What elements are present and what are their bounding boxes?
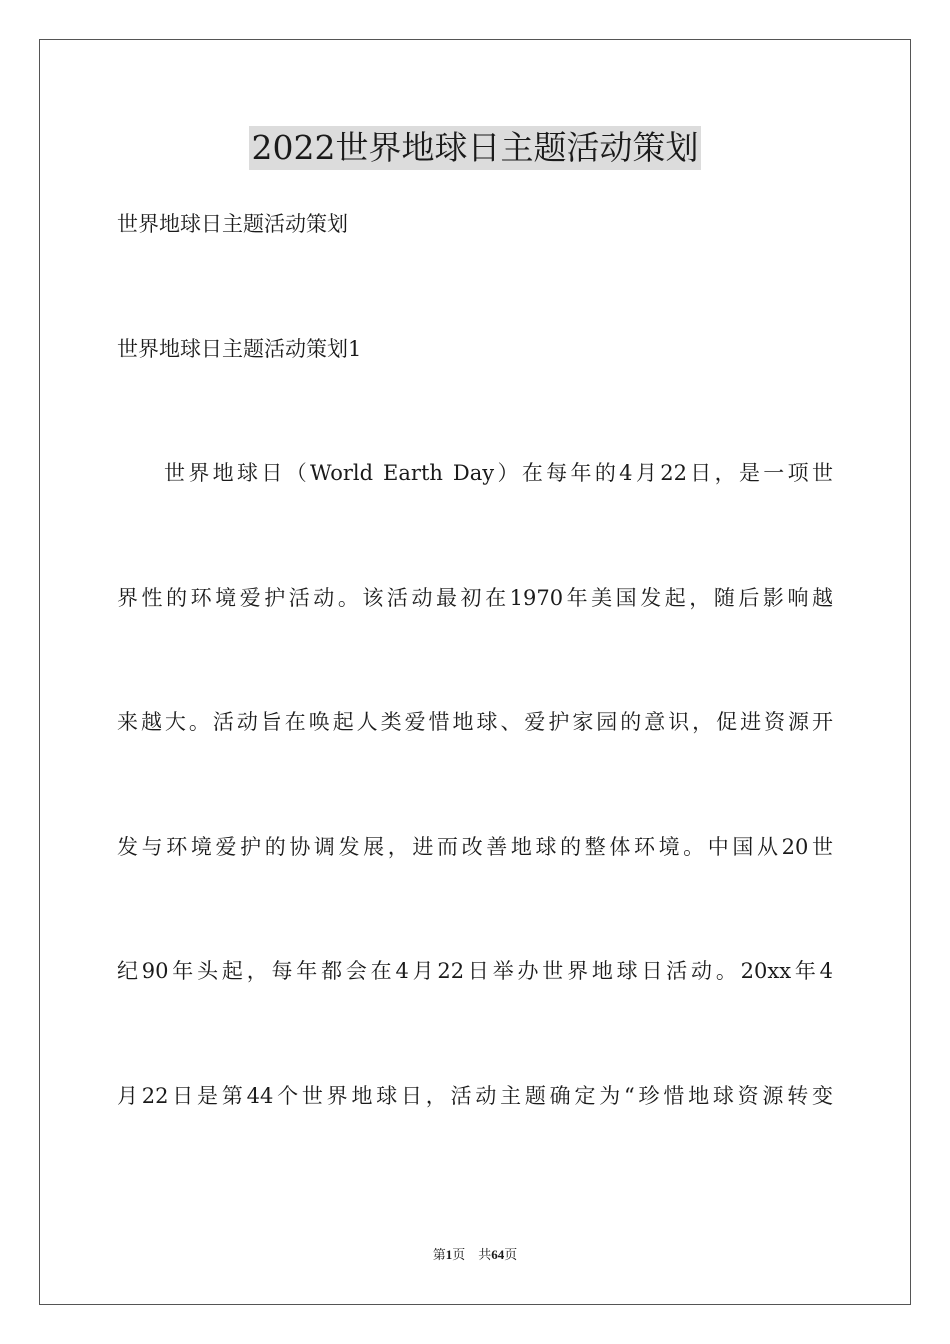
document-title-wrapper [0,126,950,170]
section-heading: 世界地球日主题活动策划1 [117,337,362,361]
footer-total-prefix: 共 [478,1247,492,1262]
footer-total-suffix: 页 [504,1247,518,1262]
paragraph-line: 发与环境爱护的协调发展，进而改善地球的整体环境。中国从20世 [117,835,833,859]
document-subtitle: 世界地球日主题活动策划 [117,212,348,236]
paragraph-line: 来越大。活动旨在唤起人类爱惜地球、爱护家园的意识，促进资源开 [117,710,833,734]
paragraph-line: 界性的环境爱护活动。该活动最初在1970年美国发起，随后影响越 [117,586,833,610]
footer-page-number: 1 [445,1247,453,1262]
paragraph-line: 世界地球日（World Earth Day）在每年的4月22日，是一项世 [164,461,833,485]
paragraph-line: 月22日是第44个世界地球日，活动主题确定为“珍惜地球资源转变 [117,1084,833,1108]
paragraph-line: 纪90年头起，每年都会在4月22日举办世界地球日活动。20xx年4 [117,959,833,983]
document-title: 2022世界地球日主题活动策划 [249,126,702,170]
page-footer [0,1246,950,1264]
footer-total-pages: 64 [491,1247,505,1262]
footer-page-prefix: 第 [432,1247,446,1262]
footer-page-suffix: 页 [452,1247,466,1262]
